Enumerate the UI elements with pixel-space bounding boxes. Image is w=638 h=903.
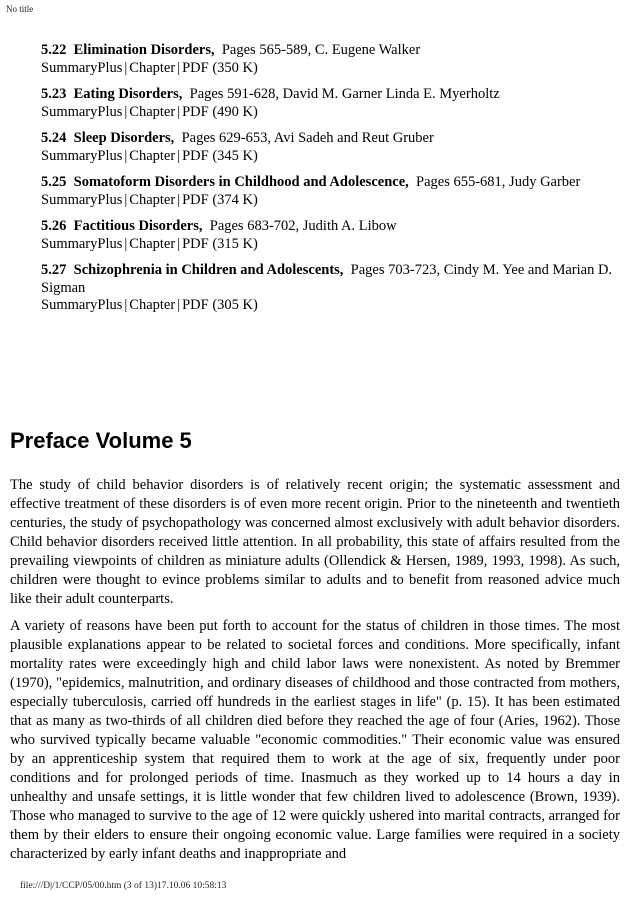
pdf-link[interactable]: PDF (315 K) [182, 235, 258, 252]
toc-number: 5.25 [41, 174, 67, 190]
summaryplus-link[interactable]: SummaryPlus [41, 297, 123, 313]
toc-title-link[interactable]: Somatoform Disorders in Childhood and Adolescence, [73, 174, 409, 190]
chapter-link[interactable]: Chapter [129, 103, 176, 120]
toc-title-link[interactable]: Schizophrenia in Children and Adolescents, [73, 262, 344, 278]
toc-detail: Pages 703-723, Cindy M. Yee and Marian D. Sigman [41, 262, 613, 296]
toc-detail: Pages 655-681, Judy Garber [416, 174, 581, 190]
toc-detail: Pages 683-702, Judith A. Libow [209, 218, 397, 234]
summaryplus-link[interactable]: SummaryPlus [41, 147, 123, 164]
toc-number: 5.24 [41, 130, 67, 146]
chapter-link[interactable]: Chapter [129, 297, 176, 313]
table-of-contents [41, 42, 631, 324]
chapter-link[interactable]: Chapter [129, 59, 176, 76]
summaryplus-link[interactable]: SummaryPlus [41, 235, 123, 252]
toc-entry-5-26: 5.26 Factitious Disorders, Pages 683-702, Judith A. Libow SummaryPlus | Chapter | PDF (315 K) [41, 218, 397, 252]
toc-entry-5-22: 5.22 Elimination Disorders, Pages 565-589, C. Eugene Walker SummaryPlus | Chapter | PDF (350 K) [41, 42, 421, 76]
toc-title-link[interactable]: Elimination Disorders, [73, 42, 215, 58]
chapter-link[interactable]: Chapter [129, 147, 176, 164]
toc-detail: Pages 629-653, Avi Sadeh and Reut Gruber [181, 130, 434, 146]
preface-paragraph: The study of child behavior disorders is of relatively recent origin; the systematic assessment and effective treatment of these disorders is of even more recent origin. Prior to the nineteenth and twentieth centuries, the study of psychopathology was concerned almost exclusively with adult behavior disorders. Child behavior disorders received little attention. In all probability, this state of affairs resulted from the prevailing viewpoints of children as miniature adults (Ollendick & Hersen, 1989, 1993, 1998). As such, children were thought to evince problems similar to adults and to benefit from reasoned advice much like their adult counterparts. [10, 477, 620, 607]
toc-number: 5.27 [41, 262, 67, 278]
toc-number: 5.26 [41, 218, 67, 234]
chapter-link[interactable]: Chapter [129, 235, 176, 252]
toc-detail: Pages 591-628, David M. Garner Linda E. Myerholtz [189, 86, 500, 102]
toc-entry-5-27: 5.27 Schizophrenia in Children and Adolescents, Pages 703-723, Cindy M. Yee and Marian D. Sigman SummaryPlus | Chapter | PDF (305 K) [41, 262, 613, 313]
page-header-title: No title [6, 4, 34, 14]
toc-detail: Pages 565-589, C. Eugene Walker [221, 42, 421, 58]
pdf-link[interactable]: PDF (374 K) [182, 191, 258, 208]
pdf-link[interactable]: PDF (490 K) [182, 103, 258, 120]
preface-paragraph: A variety of reasons have been put forth to account for the status of children in those times. The most plausible explanations appear to be related to societal forces and conditions. More specifically, infant mortality rates were exceedingly high and child labor laws were nonexistent. As noted by Bremmer (1970), "epidemics, malnutrition, and ordinary diseases of childhood and those contracted from mothers, especially tuberculosis, carried off hundreds in the earliest stages in life" (p. 15). It has been estimated that as many as two-thirds of all children died before they reached the age of four (Aries, 1962). Those who survived typically became valuable "economic commodities." Their economic value was ensured by an apprenticeship system that required them to work at the age of six, frequently under poor conditions and for prolonged periods of time. Inasmuch as they worked up to 14 hours a day in unhealthy and unsafe settings, it is little wonder that few children lived to adolescence (Brown, 1939). Those who managed to survive to the age of 12 were quickly ushered into marital contracts, arranged for them by their elders to ensure their ongoing economic value. Large families were required in a society characterized by early infant deaths and inappropriate and [10, 618, 620, 862]
toc-title-link[interactable]: Sleep Disorders, [73, 130, 175, 146]
toc-number: 5.22 [41, 42, 67, 58]
summaryplus-link[interactable]: SummaryPlus [41, 59, 123, 76]
toc-title-link[interactable]: Factitious Disorders, [73, 218, 203, 234]
toc-entry-5-24: 5.24 Sleep Disorders, Pages 629-653, Avi Sadeh and Reut Gruber SummaryPlus | Chapter | PDF (345 K) [41, 130, 434, 164]
preface-body [10, 476, 620, 872]
summaryplus-link[interactable]: SummaryPlus [41, 103, 123, 120]
preface-heading: Preface Volume 5 [10, 428, 192, 453]
pdf-link[interactable]: PDF (305 K) [182, 297, 258, 313]
toc-entry-5-25: 5.25 Somatoform Disorders in Childhood and Adolescence, Pages 655-681, Judy Garber SummaryPlus | Chapter | PDF (374 K) [41, 174, 581, 208]
chapter-link[interactable]: Chapter [129, 191, 176, 208]
pdf-link[interactable]: PDF (350 K) [182, 59, 258, 76]
pdf-link[interactable]: PDF (345 K) [182, 147, 258, 164]
toc-entry-5-23: 5.23 Eating Disorders, Pages 591-628, David M. Garner Linda E. Myerholtz SummaryPlus | Chapter | PDF (490 K) [41, 86, 500, 120]
toc-title-link[interactable]: Eating Disorders, [73, 86, 183, 102]
page-footer-url: file:///D|/1/CCP/05/00.htm (3 of 13)17.10.06 10:58:13 [20, 881, 227, 891]
summaryplus-link[interactable]: SummaryPlus [41, 191, 123, 208]
toc-number: 5.23 [41, 86, 67, 102]
